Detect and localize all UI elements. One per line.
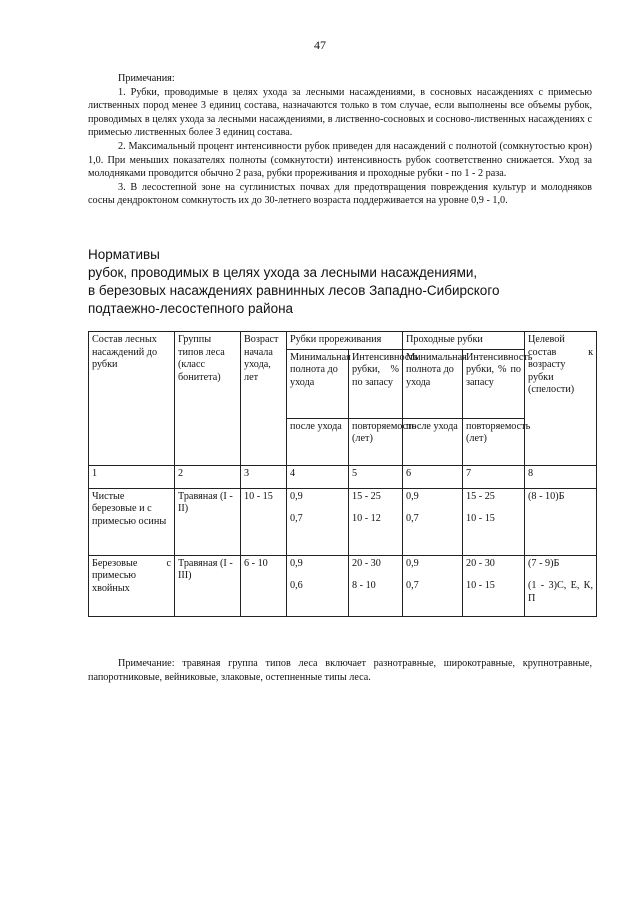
table-row [89,555,597,616]
value: 0,9 [290,490,303,502]
value: 20 - 30 [466,557,495,569]
row-thin-repeat [349,555,403,616]
header-age: Возраст начала ухода, лет [241,332,287,466]
value: 0,7 [406,580,419,591]
row-thin-repeat [349,488,403,555]
table-title [88,246,608,318]
row-target [525,488,597,555]
value: 0,9 [290,557,303,569]
col-number: 6 [403,465,463,488]
notes-section [88,72,592,208]
col-number: 7 [463,465,525,488]
value: 20 - 30 [352,557,381,569]
header-target: Целевой состав к возрасту рубки (спелости) [525,332,597,466]
title-line-2: рубок, проводимых в целях ухода за лесными насаждениями, [88,265,478,280]
value: 0,7 [406,513,419,524]
row-group: Травяная (I - III) [175,555,241,616]
value: 0,7 [290,513,303,524]
header-after-care-passage: после ухода [403,418,463,465]
row-composition: Березовые с примесью хвойных [89,555,175,616]
col-number: 5 [349,465,403,488]
header-composition: Состав лесных насаждений до рубки [89,332,175,466]
header-intensity-passage: Интенсивность рубки, % по запасу [463,349,525,418]
row-age: 10 - 15 [241,488,287,555]
table-header-row-1 [89,332,597,350]
table-row [89,488,597,555]
row-age: 6 - 10 [241,555,287,616]
header-min-density-passage: Минимальная полнота до ухода [403,349,463,418]
row-target [525,555,597,616]
page-number: 47 [314,38,326,52]
value: 10 - 15 [466,513,495,524]
row-pass-density [403,555,463,616]
value: 0,9 [406,490,419,502]
value: 0,9 [406,557,419,569]
column-number-row [89,465,597,488]
notes-heading: Примечания: [118,73,175,84]
header-thinning: Рубки прореживания [287,332,403,350]
header-repeat: повторяемость (лет) [349,418,403,465]
row-pass-repeat [463,488,525,555]
header-min-density: Минимальная полнота до ухода [287,349,349,418]
header-after-care: после ухода [287,418,349,465]
title-line-4: подтаежно-лесостепного района [88,301,294,316]
row-thin-density [287,555,349,616]
col-number: 4 [287,465,349,488]
row-group: Травяная (I - II) [175,488,241,555]
value: (7 - 9)Б [528,557,560,569]
note-item-3: 3. В лесостепной зоне на суглинистых почвах для предотвращения повреждения культур и молодняков сосны дендроктоном сомкнутость их до 30-летнего возраста поддерживается на уровне 0,9 - 1,0. [88,181,592,207]
title-line-1: Нормативы [88,247,160,262]
value: 10 - 12 [352,513,381,524]
title-line-3: в березовых насаждениях равнинных лесов Западно-Сибирского [88,283,500,298]
col-number: 2 [175,465,241,488]
value: 8 - 10 [352,580,376,591]
header-groups: Группы типов леса (класс бонитета) [175,332,241,466]
row-pass-density [403,488,463,555]
value: 0,6 [290,580,303,591]
value: (1 - 3)С, Е, К, П [528,580,594,604]
header-repeat-passage: повторяемость (лет) [463,418,525,465]
col-number: 1 [89,465,175,488]
note-item-2: 2. Максимальный процент интенсивности рубок приведен для насаждений с полнотой (сомкнутостью крон) 1,0. При меньших показателях полноты (сомкнутости) интенсивность рубок соответственно снижается. Уход за молодняками проводится обычно 2 раза, рубки прореживания и проходные рубки - по 1 - 2 раза. [88,140,592,180]
value: (8 - 10)Б [528,490,565,502]
value: 15 - 25 [352,490,381,502]
row-composition: Чистые березовые и с примесью осины [89,488,175,555]
value: 15 - 25 [466,490,495,502]
norms-table [88,331,597,617]
header-passage: Проходные рубки [403,332,525,350]
note-item-1: 1. Рубки, проводимые в целях ухода за лесными насаждениями, в сосновых насаждениях с примесью лиственных пород менее 3 единиц состава, назначаются только в том случае, если выполнены все объемы рубок, проводимых в целях ухода за лесными насаждениями, в лиственно-сосновых и сосново-лиственных насаждениях с примесью лиственных более 3 единиц состава. [88,86,592,139]
value: 10 - 15 [466,580,495,591]
table-footnote: Примечание: травяная группа типов леса включает разнотравные, широкотравные, крупнотравные, папоротниковые, вейниковые, злаковые, остепненные типы леса. [88,658,592,683]
header-intensity: Интенсивность рубки, % по запасу [349,349,403,418]
row-thin-density [287,488,349,555]
row-pass-repeat [463,555,525,616]
col-number: 3 [241,465,287,488]
col-number: 8 [525,465,597,488]
